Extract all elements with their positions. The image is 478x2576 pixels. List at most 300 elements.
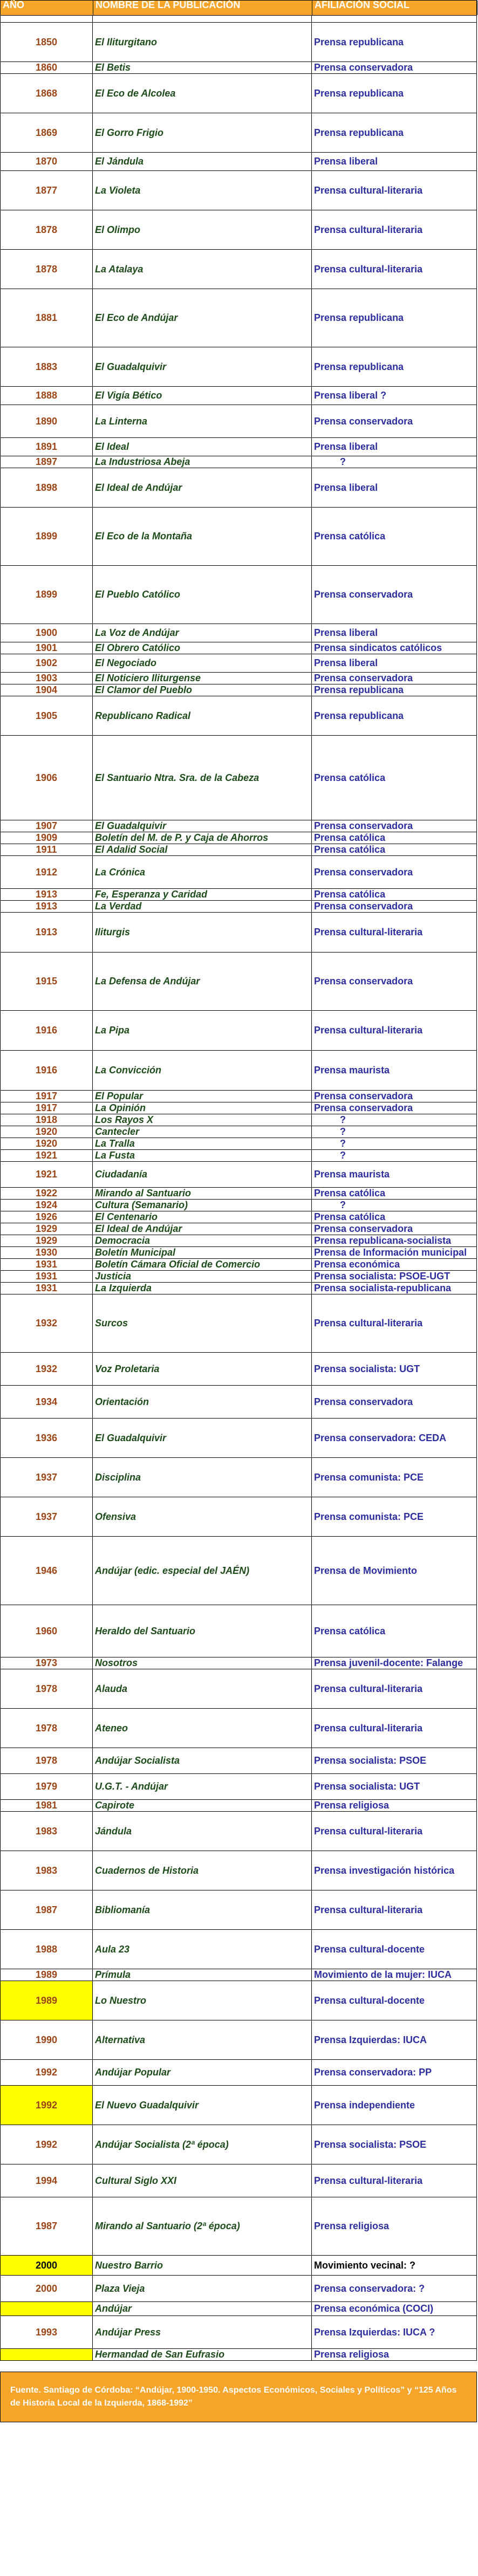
year-cell: 1926 (0, 1211, 93, 1223)
publication-name-cell: Andújar Socialista (93, 1748, 312, 1773)
table-row (0, 1748, 477, 1774)
header-social-affiliation: AFILIACIÓN SOCIAL (312, 1, 477, 15)
affiliation-cell: Prensa conservadora: PP (312, 2060, 477, 2085)
publication-name-cell: Ciudadanía (93, 1162, 312, 1187)
publication-name-cell: Lo Nuestro (93, 1981, 312, 2020)
affiliation-cell: Movimiento de la mujer: IUCA (312, 1969, 477, 1981)
publication-name-cell: El Eco de Alcolea (93, 74, 312, 113)
affiliation-cell: Prensa republicana (312, 696, 477, 735)
publication-name-cell: Alauda (93, 1669, 312, 1708)
year-cell: 1920 (0, 1138, 93, 1149)
table-row (0, 889, 477, 901)
affiliation-cell: Prensa maurista (312, 1051, 477, 1090)
publication-name-cell: Plaza Vieja (93, 2276, 312, 2301)
table-row (0, 696, 477, 736)
publication-name-cell: Cultura (Semanario) (93, 1200, 312, 1211)
year-cell: 1960 (0, 1605, 93, 1657)
table-row (0, 2316, 477, 2349)
affiliation-cell: Prensa conservadora (312, 856, 477, 888)
year-cell: 1937 (0, 1458, 93, 1497)
year-cell: 1890 (0, 405, 93, 437)
publication-name-cell: La Izquierda (93, 1283, 312, 1294)
affiliation-cell: Prensa republicana-socialista (312, 1235, 477, 1246)
publication-name-cell: El Adalid Social (93, 844, 312, 855)
table-row (0, 1497, 477, 1537)
year-cell: 1973 (0, 1657, 93, 1669)
publication-name-cell: La Fusta (93, 1150, 312, 1161)
affiliation-cell: Prensa cultural-literaria (312, 171, 477, 210)
source-footer: Fuente. Santiago de Córdoba: “Andújar, 1900-1950. Aspectos Económicos, Sociales y Políticos” y “125 Años de Historia Local de la Izquierda, 1868-1992” (0, 2372, 477, 2422)
table-row (0, 2164, 477, 2197)
table-row (0, 901, 477, 913)
table-row (0, 2256, 477, 2276)
year-cell: 1911 (0, 844, 93, 855)
publication-name-cell: Bibliomanía (93, 1890, 312, 1929)
affiliation-cell: Prensa conservadora: ? (312, 2276, 477, 2301)
table-row (0, 468, 477, 508)
affiliation-cell: Prensa económica (312, 1259, 477, 1270)
year-cell: 1917 (0, 1091, 93, 1102)
year-cell: 1901 (0, 642, 93, 654)
table-row (0, 1969, 477, 1981)
year-cell: 1989 (0, 1969, 93, 1981)
table-row (0, 684, 477, 696)
affiliation-cell: Prensa católica (312, 1211, 477, 1223)
affiliation-cell: Prensa cultural-literaria (312, 250, 477, 289)
year-cell: 1924 (0, 1200, 93, 1211)
year-cell: 1987 (0, 2197, 93, 2255)
affiliation-cell: Prensa católica (312, 889, 477, 900)
publication-name-cell: Fe, Esperanza y Caridad (93, 889, 312, 900)
publication-name-cell: El Negociado (93, 654, 312, 672)
year-cell: 1916 (0, 1051, 93, 1090)
publication-name-cell: La Convicción (93, 1051, 312, 1090)
year-cell: 1870 (0, 153, 93, 170)
affiliation-cell: Prensa católica (312, 736, 477, 820)
year-cell: 1860 (0, 62, 93, 73)
year-cell: 1898 (0, 468, 93, 507)
year-cell: 1946 (0, 1537, 93, 1605)
affiliation-cell: Prensa republicana (312, 289, 477, 347)
publication-name-cell: Los Rayos X (93, 1114, 312, 1126)
table-row (0, 856, 477, 889)
year-cell: 1918 (0, 1114, 93, 1126)
publication-name-cell: Justicia (93, 1271, 312, 1282)
year-cell: 1869 (0, 113, 93, 152)
publication-name-cell: El Santuario Ntra. Sra. de la Cabeza (93, 736, 312, 820)
publication-name-cell: La Opinión (93, 1102, 312, 1114)
table-row (0, 456, 477, 468)
year-cell: 1850 (0, 23, 93, 61)
affiliation-cell: Prensa socialista: PSOE (312, 1748, 477, 1773)
affiliation-cell: ? (312, 1150, 477, 1161)
year-cell: 1990 (0, 2020, 93, 2059)
year-cell: 1921 (0, 1150, 93, 1161)
year-cell: 1930 (0, 1247, 93, 1258)
table-row (0, 1774, 477, 1800)
publication-name-cell: Alternativa (93, 2020, 312, 2059)
affiliation-cell: Prensa católica (312, 1188, 477, 1199)
year-cell: 1981 (0, 1800, 93, 1811)
publication-name-cell: El Ideal de Andújar (93, 1223, 312, 1235)
affiliation-cell: Prensa liberal (312, 654, 477, 672)
affiliation-cell: Prensa conservadora (312, 405, 477, 437)
affiliation-cell: Prensa conservadora: CEDA (312, 1419, 477, 1457)
table-row (0, 953, 477, 1011)
year-cell: 1913 (0, 901, 93, 912)
affiliation-cell: Prensa cultural-literaria (312, 1709, 477, 1748)
table-row (0, 1386, 477, 1419)
table-row (0, 1235, 477, 1247)
table-row (0, 1271, 477, 1283)
publication-name-cell: Prímula (93, 1969, 312, 1981)
publication-name-cell: El Guadalquivir (93, 347, 312, 386)
year-cell: 1921 (0, 1162, 93, 1187)
table-row (0, 2349, 477, 2361)
table-row (0, 820, 477, 832)
year-cell: 1920 (0, 1126, 93, 1138)
affiliation-cell: Prensa socialista: UGT (312, 1353, 477, 1385)
year-cell: 2000 (0, 2276, 93, 2301)
affiliation-cell: Prensa conservadora (312, 1223, 477, 1235)
affiliation-cell: Prensa comunista: PCE (312, 1497, 477, 1536)
year-cell: 1932 (0, 1294, 93, 1352)
table-row (0, 387, 477, 405)
affiliation-cell: Prensa cultural-literaria (312, 210, 477, 249)
affiliation-cell (312, 16, 477, 22)
table-row (0, 23, 477, 62)
publication-name-cell: La Verdad (93, 901, 312, 912)
year-cell: 1868 (0, 74, 93, 113)
publication-name-cell: Heraldo del Santuario (93, 1605, 312, 1657)
table-row (0, 289, 477, 347)
year-cell: 1929 (0, 1223, 93, 1235)
publication-name-cell: Ofensiva (93, 1497, 312, 1536)
publication-name-cell: La Violeta (93, 171, 312, 210)
table-row (0, 16, 477, 23)
affiliation-cell: Prensa conservadora (312, 953, 477, 1010)
publication-name-cell: Surcos (93, 1294, 312, 1352)
publication-name-cell: El Iliturgitano (93, 23, 312, 61)
table-row (0, 1259, 477, 1271)
header-publication-name: NOMBRE DE LA PUBLICACIÓN (93, 1, 312, 15)
table-row (0, 1294, 477, 1353)
year-cell: 1993 (0, 2316, 93, 2348)
publication-name-cell: Andújar Press (93, 2316, 312, 2348)
publication-name-cell: Cantecler (93, 1126, 312, 1138)
year-cell (0, 2349, 93, 2360)
publication-name-cell: Voz Proletaria (93, 1353, 312, 1385)
publication-name-cell: El Clamor del Pueblo (93, 684, 312, 696)
publication-name-cell: Cultural Siglo XXI (93, 2164, 312, 2197)
table-row (0, 508, 477, 566)
publication-name-cell: Orientación (93, 1386, 312, 1418)
year-cell: 1899 (0, 566, 93, 624)
affiliation-cell: Prensa comunista: PCE (312, 1458, 477, 1497)
affiliation-cell: Prensa socialista: PSOE-UGT (312, 1271, 477, 1282)
table-row (0, 1247, 477, 1259)
publication-name-cell: Mirando al Santuario (93, 1188, 312, 1199)
year-cell: 1978 (0, 1669, 93, 1708)
table-row (0, 1419, 477, 1458)
affiliation-cell: Prensa socialista-republicana (312, 1283, 477, 1294)
year-cell: 1992 (0, 2060, 93, 2085)
affiliation-cell: Prensa cultural-docente (312, 1981, 477, 2020)
publication-name-cell: El Guadalquivir (93, 1419, 312, 1457)
year-cell: 1992 (0, 2086, 93, 2125)
year-cell (0, 16, 93, 22)
year-cell: 1905 (0, 696, 93, 735)
table-row (0, 210, 477, 250)
year-cell: 1978 (0, 1709, 93, 1748)
table-row (0, 1114, 477, 1126)
table-header (0, 0, 477, 16)
affiliation-cell: Prensa Izquierdas: IUCA (312, 2020, 477, 2059)
publication-name-cell: El Ideal de Andújar (93, 468, 312, 507)
year-cell: 1983 (0, 1851, 93, 1890)
table-row (0, 1851, 477, 1890)
publication-name-cell: La Tralla (93, 1138, 312, 1149)
publication-name-cell: La Voz de Andújar (93, 624, 312, 642)
year-cell: 1912 (0, 856, 93, 888)
publication-name-cell: Andújar Popular (93, 2060, 312, 2085)
affiliation-cell: Prensa cultural-literaria (312, 1669, 477, 1708)
publication-name-cell: La Linterna (93, 405, 312, 437)
affiliation-cell: Prensa cultural-literaria (312, 2164, 477, 2197)
table-row (0, 1188, 477, 1200)
publication-name-cell: El Eco de Andújar (93, 289, 312, 347)
affiliation-cell: Prensa cultural-literaria (312, 1294, 477, 1352)
table-row (0, 1211, 477, 1223)
affiliation-cell: Prensa liberal (312, 468, 477, 507)
publication-name-cell: El Centenario (93, 1211, 312, 1223)
table-row (0, 1890, 477, 1930)
table-row (0, 250, 477, 289)
table-row (0, 844, 477, 856)
year-cell: 1877 (0, 171, 93, 210)
year-cell: 1915 (0, 953, 93, 1010)
table-row (0, 2086, 477, 2125)
table-row (0, 1930, 477, 1969)
affiliation-cell: Prensa cultural-docente (312, 1930, 477, 1969)
table-row (0, 913, 477, 953)
table-row (0, 624, 477, 642)
table-row (0, 1283, 477, 1294)
table-row (0, 642, 477, 654)
year-cell: 1979 (0, 1774, 93, 1799)
affiliation-cell: Prensa conservadora (312, 566, 477, 624)
year-cell (0, 2302, 93, 2315)
publication-name-cell: El Eco de la Montaña (93, 508, 312, 565)
publication-name-cell: Boletín Municipal (93, 1247, 312, 1258)
table-row (0, 1126, 477, 1138)
year-cell: 1907 (0, 820, 93, 832)
year-cell: 1989 (0, 1981, 93, 2020)
affiliation-cell: Prensa liberal ? (312, 387, 477, 405)
publication-name-cell: Iliturgis (93, 913, 312, 952)
affiliation-cell: Prensa religiosa (312, 2349, 477, 2360)
year-cell: 1904 (0, 684, 93, 696)
table-row (0, 1011, 477, 1051)
table-row (0, 1353, 477, 1386)
year-cell: 1932 (0, 1353, 93, 1385)
affiliation-cell: Movimiento vecinal: ? (312, 2256, 477, 2275)
publication-name-cell: El Gorro Frigio (93, 113, 312, 152)
publication-name-cell: Nuestro Barrio (93, 2256, 312, 2275)
table-row (0, 171, 477, 210)
publication-name-cell: Boletín del M. de P. y Caja de Ahorros (93, 832, 312, 844)
year-cell: 1936 (0, 1419, 93, 1457)
year-cell: 1891 (0, 438, 93, 456)
year-cell: 1888 (0, 387, 93, 405)
affiliation-cell: Prensa socialista: PSOE (312, 2125, 477, 2164)
year-cell: 1909 (0, 832, 93, 844)
publication-name-cell: Andújar Socialista (2ª época) (93, 2125, 312, 2164)
table-row (0, 2197, 477, 2256)
affiliation-cell: Prensa religiosa (312, 2197, 477, 2255)
publication-name-cell: El Olimpo (93, 210, 312, 249)
table-row (0, 2125, 477, 2164)
year-cell: 1916 (0, 1011, 93, 1050)
table-row (0, 2276, 477, 2302)
table-row (0, 2302, 477, 2316)
affiliation-cell: ? (312, 1200, 477, 1211)
publication-name-cell: Disciplina (93, 1458, 312, 1497)
table-row (0, 1102, 477, 1114)
affiliation-cell: Prensa Izquierdas: IUCA ? (312, 2316, 477, 2348)
affiliation-cell: Prensa conservadora (312, 820, 477, 832)
publication-name-cell: El Betis (93, 62, 312, 73)
year-cell: 1906 (0, 736, 93, 820)
publication-name-cell: El Pueblo Católico (93, 566, 312, 624)
affiliation-cell: Prensa liberal (312, 624, 477, 642)
publication-name-cell: La Atalaya (93, 250, 312, 289)
publication-name-cell: Hermandad de San Eufrasio (93, 2349, 312, 2360)
publication-name-cell: Boletín Cámara Oficial de Comercio (93, 1259, 312, 1270)
year-cell: 1934 (0, 1386, 93, 1418)
affiliation-cell: Prensa católica (312, 844, 477, 855)
year-cell: 1987 (0, 1890, 93, 1929)
affiliation-cell: ? (312, 1114, 477, 1126)
year-cell: 1931 (0, 1271, 93, 1282)
publication-name-cell: El Ideal (93, 438, 312, 456)
year-cell: 1899 (0, 508, 93, 565)
table-row (0, 1709, 477, 1748)
year-cell: 1897 (0, 456, 93, 468)
affiliation-cell: Prensa conservadora (312, 673, 477, 684)
table-row (0, 736, 477, 820)
table-row (0, 1138, 477, 1150)
publication-name-cell: Cuadernos de Historia (93, 1851, 312, 1890)
year-cell: 1931 (0, 1283, 93, 1294)
publication-name-cell: La Defensa de Andújar (93, 953, 312, 1010)
table-row (0, 1812, 477, 1851)
publication-name-cell: Andújar (93, 2302, 312, 2315)
table-row (0, 405, 477, 438)
affiliation-cell: Prensa cultural-literaria (312, 1011, 477, 1050)
table-row (0, 1223, 477, 1235)
publication-name-cell: El Obrero Católico (93, 642, 312, 654)
publication-name-cell: Republicano Radical (93, 696, 312, 735)
affiliation-cell: Prensa cultural-literaria (312, 913, 477, 952)
publication-name-cell: El Guadalquivir (93, 820, 312, 832)
year-cell: 1978 (0, 1748, 93, 1773)
publication-name-cell: El Noticiero Iliturgense (93, 673, 312, 684)
year-cell: 1992 (0, 2125, 93, 2164)
publication-name-cell: Democracia (93, 1235, 312, 1246)
year-cell: 1913 (0, 889, 93, 900)
table-row (0, 1162, 477, 1188)
table-row (0, 1091, 477, 1102)
table-row (0, 1150, 477, 1162)
affiliation-cell: Prensa republicana (312, 23, 477, 61)
year-cell: 2000 (0, 2256, 93, 2275)
publication-name-cell: El Vigía Bético (93, 387, 312, 405)
table-row (0, 74, 477, 113)
affiliation-cell: Prensa conservadora (312, 62, 477, 73)
table-row (0, 113, 477, 153)
publication-name-cell: Capirote (93, 1800, 312, 1811)
affiliation-cell: ? (312, 1126, 477, 1138)
affiliation-cell: Prensa cultural-literaria (312, 1890, 477, 1929)
publication-name-cell: Jándula (93, 1812, 312, 1851)
year-cell: 1937 (0, 1497, 93, 1536)
year-cell: 1994 (0, 2164, 93, 2197)
table-row (0, 1605, 477, 1657)
affiliation-cell: Prensa de Información municipal (312, 1247, 477, 1258)
table-row (0, 673, 477, 684)
affiliation-cell: Prensa sindicatos católicos (312, 642, 477, 654)
table-row (0, 1981, 477, 2020)
table-row (0, 1458, 477, 1497)
affiliation-cell: ? (312, 1138, 477, 1149)
affiliation-cell: Prensa cultural-literaria (312, 1812, 477, 1851)
table-row (0, 438, 477, 456)
table-row (0, 1800, 477, 1812)
affiliation-cell: Prensa de Movimiento (312, 1537, 477, 1605)
year-cell: 1913 (0, 913, 93, 952)
year-cell: 1881 (0, 289, 93, 347)
affiliation-cell: Prensa liberal (312, 438, 477, 456)
affiliation-cell: ? (312, 456, 477, 468)
affiliation-cell: Prensa independiente (312, 2086, 477, 2125)
affiliation-cell: Prensa económica (COCI) (312, 2302, 477, 2315)
publication-name-cell: Ateneo (93, 1709, 312, 1748)
publication-name-cell: La Pipa (93, 1011, 312, 1050)
year-cell: 1988 (0, 1930, 93, 1969)
affiliation-cell: Prensa católica (312, 1605, 477, 1657)
table-row (0, 2020, 477, 2060)
publication-name-cell: El Nuevo Guadalquivir (93, 2086, 312, 2125)
publication-name-cell: El Jándula (93, 153, 312, 170)
affiliation-cell: Prensa socialista: UGT (312, 1774, 477, 1799)
table-row (0, 62, 477, 74)
header-year: AÑO (1, 1, 93, 15)
publication-name-cell: La Industriosa Abeja (93, 456, 312, 468)
year-cell: 1983 (0, 1812, 93, 1851)
table-row (0, 1051, 477, 1091)
year-cell: 1878 (0, 210, 93, 249)
affiliation-cell: Prensa republicana (312, 74, 477, 113)
affiliation-cell: Prensa republicana (312, 347, 477, 386)
year-cell: 1878 (0, 250, 93, 289)
table-row (0, 2060, 477, 2086)
publication-name-cell: La Crónica (93, 856, 312, 888)
table-row (0, 1657, 477, 1669)
affiliation-cell: Prensa conservadora (312, 1091, 477, 1102)
table-row (0, 1200, 477, 1211)
affiliation-cell: Prensa conservadora (312, 901, 477, 912)
